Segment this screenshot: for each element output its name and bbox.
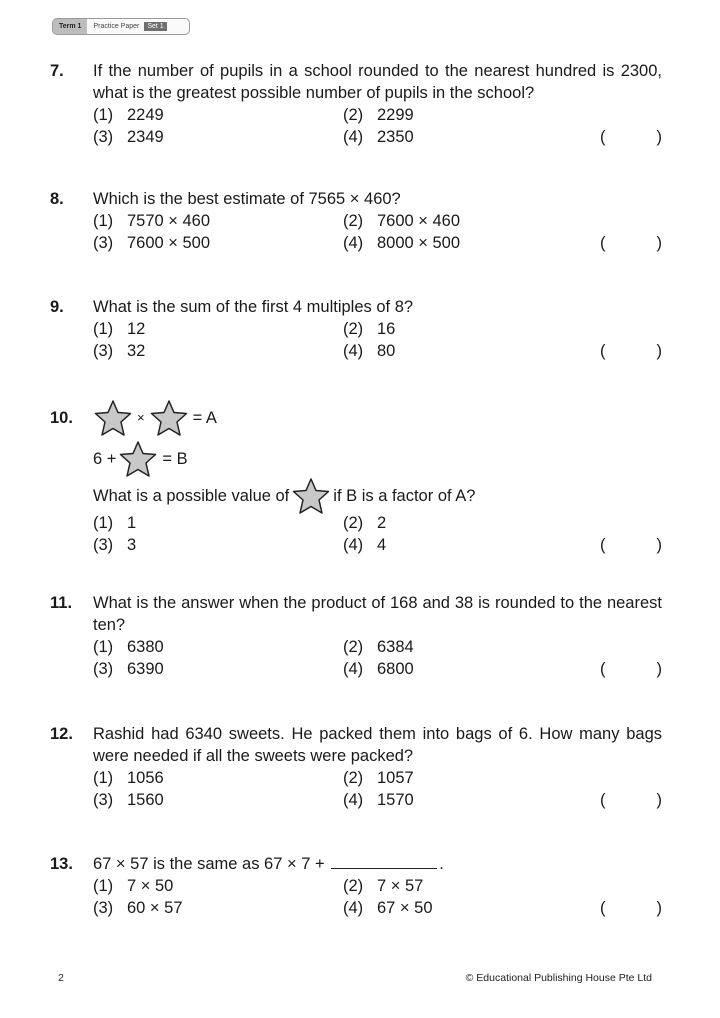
option-2: (2) 1057 <box>343 769 414 787</box>
question-13 <box>50 853 662 919</box>
option-3: (3) 1560 <box>93 791 164 809</box>
set-label: Set 1 <box>144 22 166 31</box>
question-stem: What is the answer when the product of 168 and 38 is rounded to the nearest ten? <box>93 594 662 634</box>
option-3: (3) 7600 × 500 <box>93 234 211 252</box>
times-sign: × <box>137 410 145 425</box>
option-4: (4) 2350 <box>343 128 414 146</box>
stem-pre: 67 × 57 is the same as 67 × 7 + <box>93 855 325 873</box>
question-stem: Rashid had 6340 sweets. He packed them into bags of 6. How many bags were needed if all the sweets were packed? <box>93 725 662 765</box>
option-3: (3) 60 × 57 <box>93 899 183 917</box>
star-icon <box>93 399 133 437</box>
answer-blank[interactable] <box>331 854 437 869</box>
option-4: (4) 1570 <box>343 791 414 809</box>
question-stem <box>93 853 662 875</box>
options <box>93 104 662 148</box>
options <box>93 512 662 556</box>
option-1: (1) 12 <box>93 320 146 338</box>
question-9 <box>50 296 662 362</box>
page-number: 2 <box>58 972 64 984</box>
option-1: (1) 7 × 50 <box>93 877 174 895</box>
header-tab <box>52 18 190 35</box>
stem-pre: What is a possible value of <box>93 487 290 505</box>
option-2: (2) 2 <box>343 514 387 532</box>
option-2: (2) 6384 <box>343 638 414 656</box>
option-4: (4) 4 <box>343 536 387 554</box>
option-4: (4) 8000 × 500 <box>343 234 461 252</box>
option-2: (2) 16 <box>343 320 396 338</box>
answer-bracket[interactable]: ( ) <box>600 899 662 917</box>
answer-bracket[interactable]: ( ) <box>600 536 662 554</box>
question-number: 12. <box>50 725 73 743</box>
question-stem <box>93 480 662 512</box>
option-3: (3) 2349 <box>93 128 164 146</box>
options <box>93 767 662 811</box>
question-stem: Which is the best estimate of 7565 × 460? <box>93 190 401 208</box>
option-1: (1) 2249 <box>93 106 164 124</box>
paper-label: Practice Paper <box>93 23 140 30</box>
option-4: (4) 6800 <box>343 660 414 678</box>
option-3: (3) 3 <box>93 536 137 554</box>
options <box>93 636 662 680</box>
options <box>93 875 662 919</box>
star-icon <box>291 477 331 515</box>
option-2: (2) 7600 × 460 <box>343 212 461 230</box>
question-number: 13. <box>50 855 73 873</box>
equation-a <box>93 398 662 438</box>
option-1: (1) 1056 <box>93 769 164 787</box>
option-2: (2) 2299 <box>343 106 414 124</box>
options <box>93 210 662 254</box>
option-1: (1) 6380 <box>93 638 164 656</box>
question-7 <box>50 60 662 148</box>
question-11 <box>50 592 662 680</box>
answer-bracket[interactable]: ( ) <box>600 128 662 146</box>
option-3: (3) 32 <box>93 342 146 360</box>
question-stem: What is the sum of the first 4 multiples of 8? <box>93 298 414 316</box>
option-3: (3) 6390 <box>93 660 164 678</box>
stem-post: . <box>439 855 444 873</box>
option-2: (2) 7 × 57 <box>343 877 424 895</box>
term-label: Term 1 <box>53 19 87 34</box>
option-1: (1) 7570 × 460 <box>93 212 211 230</box>
equals-b: = B <box>162 450 188 468</box>
question-10 <box>50 398 662 556</box>
copyright: © Educational Publishing House Pte Ltd <box>465 972 652 984</box>
question-number: 8. <box>50 190 64 208</box>
option-4: (4) 80 <box>343 342 396 360</box>
question-stem: If the number of pupils in a school rounded to the nearest hundred is 2300, what is the greatest possible number of pupils in the school? <box>93 62 662 102</box>
option-4: (4) 67 × 50 <box>343 899 433 917</box>
question-number: 9. <box>50 298 64 316</box>
answer-bracket[interactable]: ( ) <box>600 791 662 809</box>
answer-bracket[interactable]: ( ) <box>600 342 662 360</box>
question-number: 11. <box>50 594 73 612</box>
six-plus: 6 + <box>93 450 117 468</box>
question-12 <box>50 723 662 811</box>
question-number: 10. <box>50 409 73 427</box>
question-number: 7. <box>50 62 64 80</box>
answer-bracket[interactable]: ( ) <box>600 660 662 678</box>
equals-a: = A <box>192 409 217 427</box>
stem-post: if B is a factor of A? <box>333 487 476 505</box>
equation-b <box>93 438 662 480</box>
answer-bracket[interactable]: ( ) <box>600 234 662 252</box>
star-icon <box>118 440 158 478</box>
option-1: (1) 1 <box>93 514 137 532</box>
question-8 <box>50 188 662 254</box>
star-icon <box>149 399 189 437</box>
options <box>93 318 662 362</box>
